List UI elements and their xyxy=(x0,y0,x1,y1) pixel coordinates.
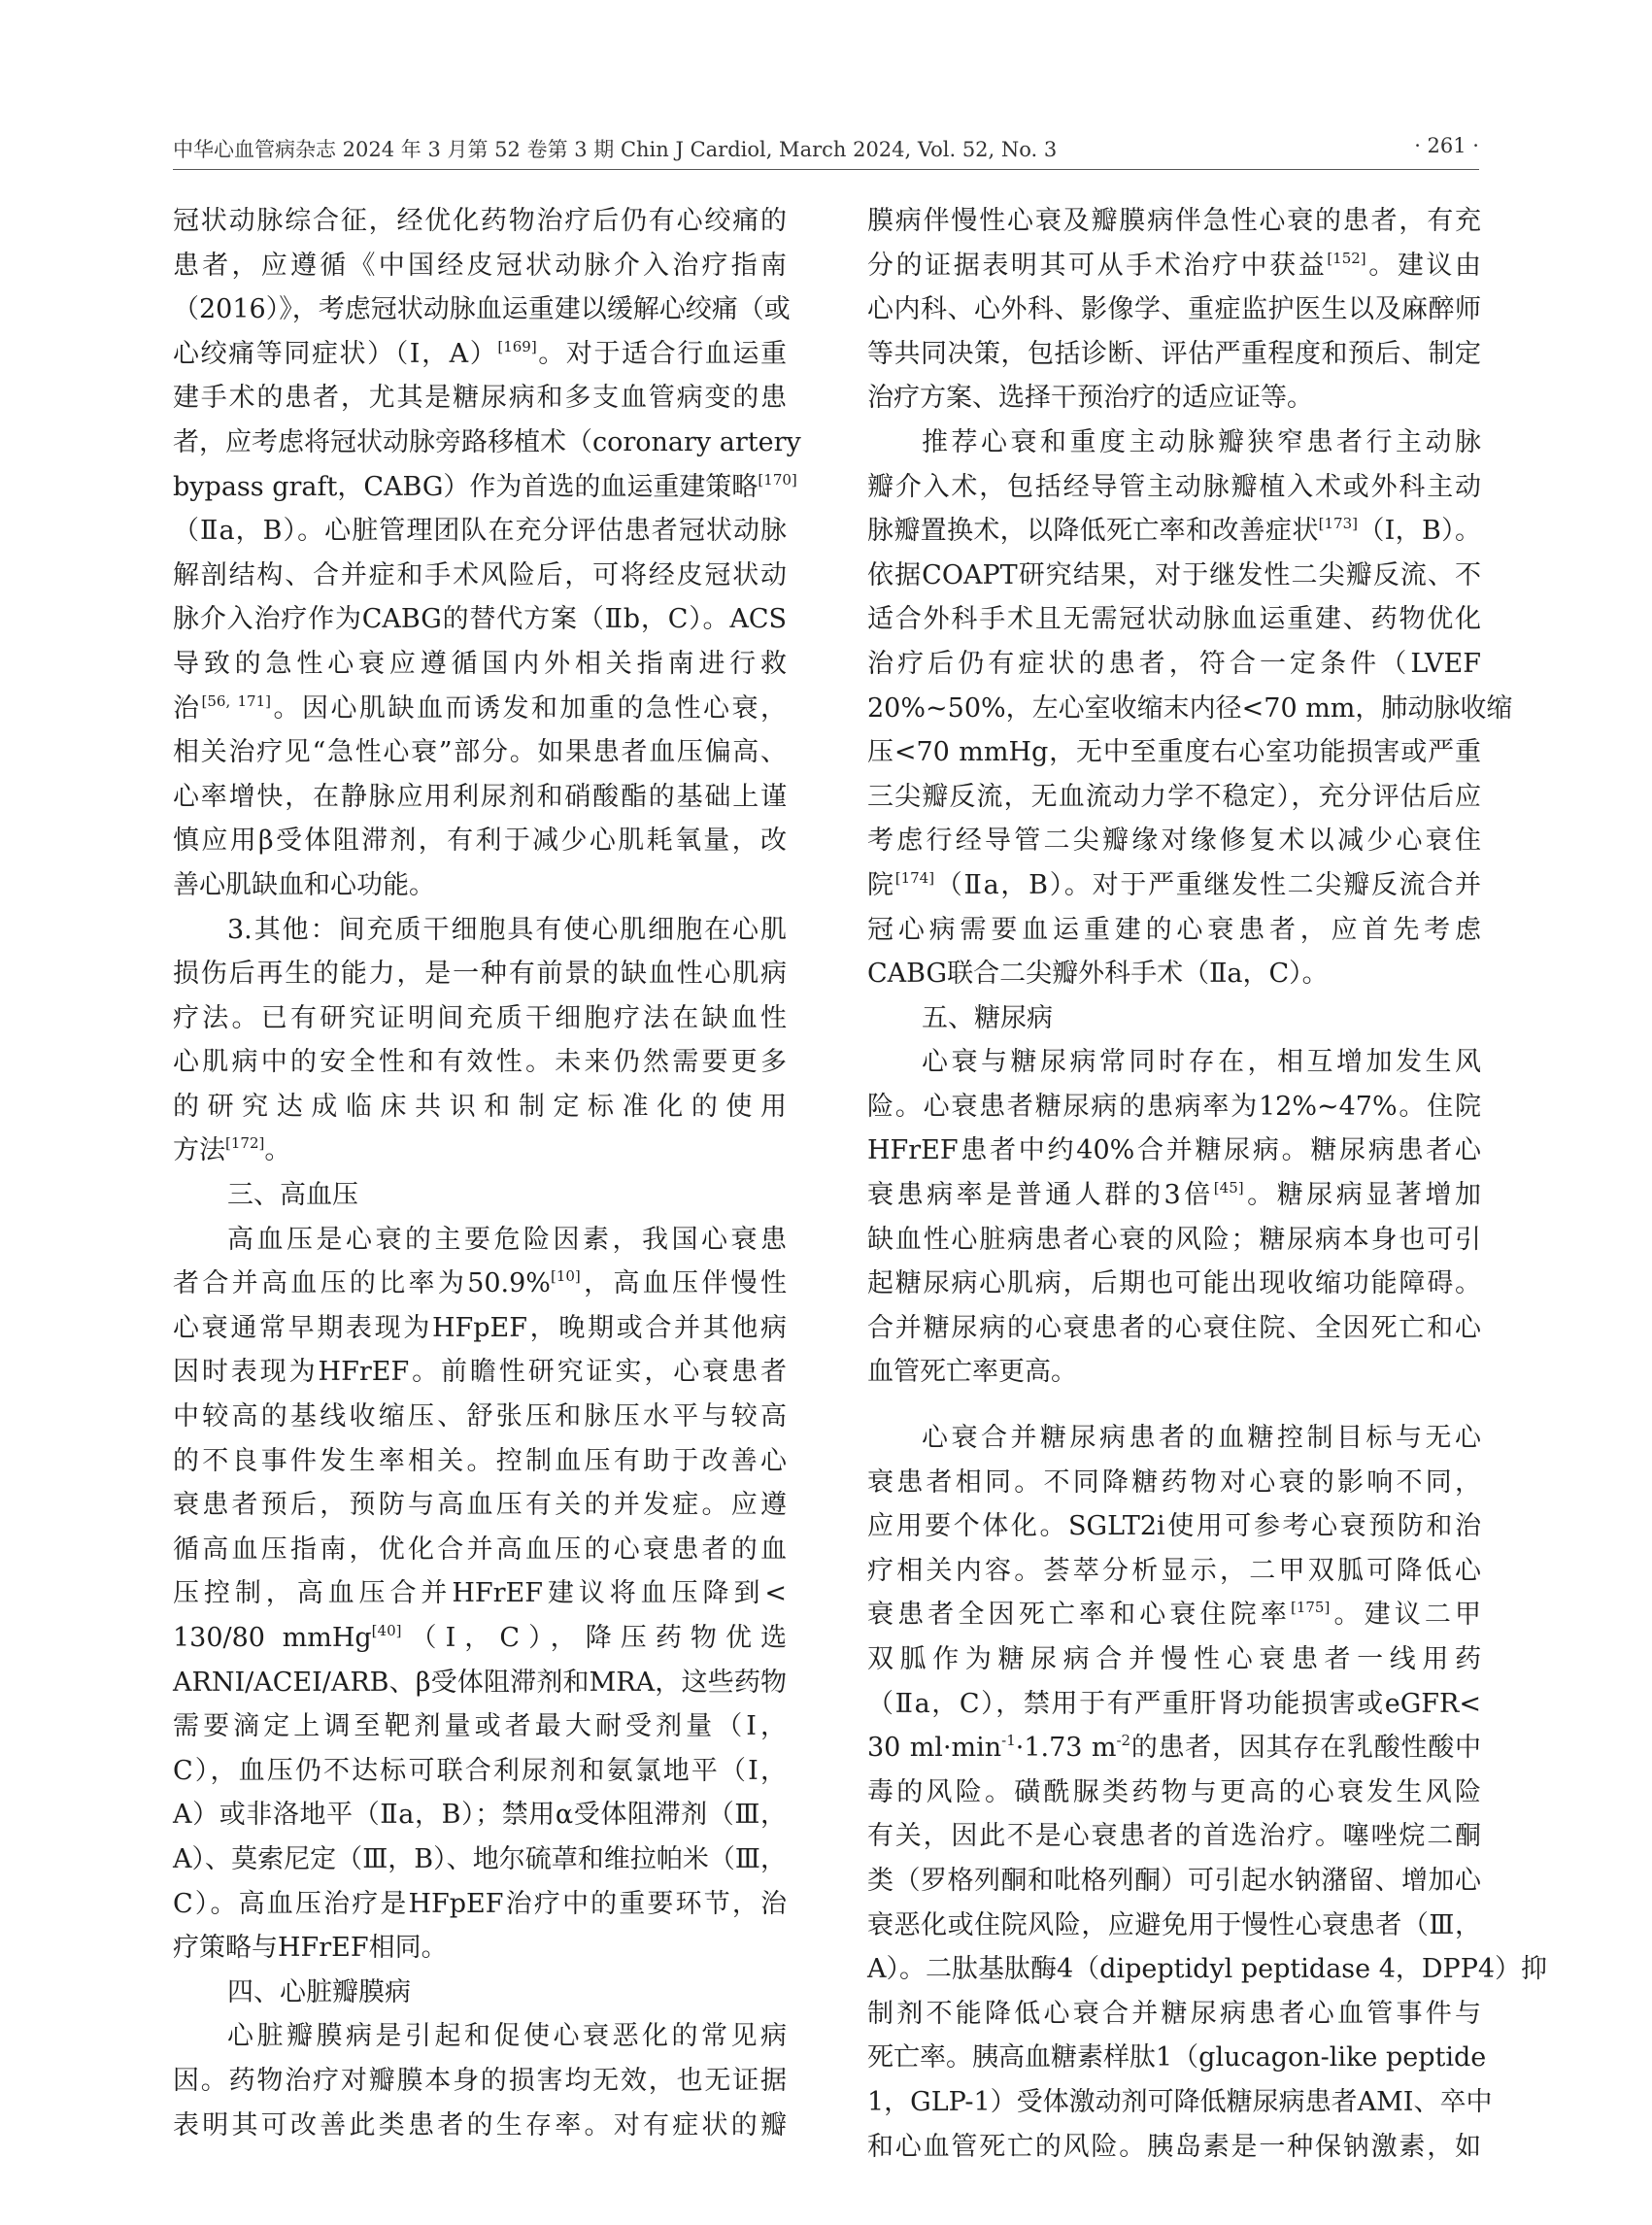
text-line xyxy=(867,1947,1548,1992)
text-line xyxy=(173,687,787,731)
line-text: 类（罗格列酮和吡格列酮）可引起水钠潴留、增加心 xyxy=(867,1865,1481,1896)
line-text: 院 xyxy=(867,869,895,900)
line-text: 的研究达成临床共识和制定标准化的使用 xyxy=(173,1091,787,1122)
line-text: ARNI/ACEI/ARB、β受体阻滞剂和MRA，这些药物 xyxy=(173,1667,787,1698)
text-line xyxy=(173,1616,787,1661)
line-text: 冠心病需要血运重建的心衰患者，应首先考虑 xyxy=(867,914,1481,945)
line-text: 心脏瓣膜病是引起和促使心衰恶化的常见病 xyxy=(227,2021,787,2052)
text-line xyxy=(867,287,1481,332)
line-text: 压控制，高血压合并HFrEF建议将血压降到< xyxy=(173,1578,787,1609)
line-text: 衰患者全因死亡率和心衰住院率 xyxy=(867,1600,1291,1631)
text-line xyxy=(867,1726,1481,1770)
text-line xyxy=(867,819,1481,863)
text-line xyxy=(173,199,787,244)
text-line xyxy=(173,2014,787,2059)
line-text: 心衰与糖尿病常同时存在，相互增加发生风 xyxy=(922,1047,1481,1078)
line-text: 心绞痛等同症状）（Ⅰ，A） xyxy=(173,338,498,369)
text-line xyxy=(173,1129,787,1173)
running-header xyxy=(173,134,1479,173)
line-text: 高血压是心衰的主要危险因素，我国心衰患 xyxy=(227,1224,787,1255)
text-line xyxy=(173,775,787,820)
citation-ref: -1 xyxy=(1001,1732,1016,1750)
text-line xyxy=(867,1859,1481,1904)
text-line xyxy=(173,1528,787,1572)
section-heading xyxy=(173,1173,787,1218)
line-text: 瓣介入术，包括经导管主动脉瓣植入术或外科主动 xyxy=(867,471,1481,502)
text-line xyxy=(173,287,791,332)
line-text: 慎应用β受体阻滞剂，有利于减少心肌耗氧量，改 xyxy=(173,826,787,857)
line-text: 起糖尿病心肌病，后期也可能出现收缩功能障碍。 xyxy=(867,1268,1481,1299)
journal-citation: 中华心血管病杂志 2024 年 3 月第 52 卷第 3 期 Chin J Cardiol, March 2024, Vol. 52, No. 3 xyxy=(173,138,1058,161)
text-line xyxy=(173,819,787,863)
citation-ref: [170] xyxy=(758,470,797,489)
text-line xyxy=(173,1483,787,1528)
line-text: 循高血压指南，优化合并高血压的心衰患者的血 xyxy=(173,1534,787,1565)
citation-ref: [173] xyxy=(1318,515,1358,533)
line-text: C）。高血压治疗是HFpEF治疗中的重要环节，治 xyxy=(173,1888,787,1919)
text-line xyxy=(173,1704,787,1749)
text-line xyxy=(173,597,787,642)
text-line xyxy=(173,1085,787,1129)
text-line xyxy=(173,554,787,598)
line-text: 。建议二甲 xyxy=(1330,1600,1482,1631)
text-line xyxy=(867,775,1481,820)
line-text: CABG联合二尖瓣外科手术（Ⅱa，C）。 xyxy=(867,959,1329,990)
line-text: 心率增快，在静脉应用利尿剂和硝酸酯的基础上谨 xyxy=(173,781,787,812)
line-text: 因时表现为HFrEF。前瞻性研究证实，心衰患者 xyxy=(173,1357,787,1388)
superscript: -2 xyxy=(1116,1732,1131,1750)
text-line xyxy=(173,2059,787,2104)
line-text: 三、高血压 xyxy=(227,1180,358,1211)
line-text: 四、心脏瓣膜病 xyxy=(227,1976,411,2007)
line-text: 者合并高血压的比率为50.9% xyxy=(173,1268,551,1299)
text-line xyxy=(173,863,787,908)
line-text: 表明其可改善此类患者的生存率。对有症状的瓣 xyxy=(173,2109,787,2141)
text-line xyxy=(867,1593,1481,1637)
right-column xyxy=(867,199,1548,2169)
text-line xyxy=(867,1306,1481,1351)
line-text: 和心血管死亡的风险。胰岛素是一种保钠激素，如 xyxy=(867,2131,1481,2162)
line-text: 考虑行经导管二尖瓣缘对缘修复术以减少心衰住 xyxy=(867,826,1481,857)
text-line xyxy=(173,1571,787,1616)
line-text: 。因心肌缺血而诱发和加重的急性心衰， xyxy=(270,692,788,724)
text-line xyxy=(867,642,1481,687)
text-line xyxy=(867,2080,1493,2125)
line-text: C），血压仍不达标可联合利尿剂和氨氯地平（Ⅰ， xyxy=(173,1755,787,1786)
text-line xyxy=(867,952,1481,996)
text-line xyxy=(867,1814,1481,1859)
line-text: 心肌病中的安全性和有效性。未来仍然需要更多 xyxy=(173,1047,787,1078)
text-line xyxy=(867,1129,1481,1173)
citation-ref: [172] xyxy=(225,1134,265,1153)
line-text: 分的证据表明其可从手术治疗中获益 xyxy=(867,250,1328,281)
line-text: 血管死亡率更高。 xyxy=(867,1357,1077,1388)
citation-ref: [152] xyxy=(1327,249,1366,267)
text-line xyxy=(867,1992,1481,2037)
text-line xyxy=(867,687,1513,731)
text-line xyxy=(173,1661,787,1705)
line-text: 者，应考虑将冠状动脉旁路移植术（coronary artery xyxy=(173,426,801,457)
line-text: ·1.73 m xyxy=(1015,1733,1117,1764)
line-text: 30 ml·min xyxy=(867,1733,1002,1764)
line-text: 的不良事件发生率相关。控制血压有助于改善心 xyxy=(173,1445,787,1476)
citation-ref: [56, 171] xyxy=(201,691,271,710)
line-text: 。糖尿病显著增加 xyxy=(1243,1180,1481,1211)
line-text: 三尖瓣反流，无血流动力学不稳定），充分评估后应 xyxy=(867,781,1481,812)
citation-ref: [10] xyxy=(550,1267,581,1286)
line-text: （2016）》，考虑冠状动脉血运重建以缓解心绞痛（或 xyxy=(173,294,791,325)
text-line xyxy=(867,1682,1481,1727)
line-text: 毒的风险。磺酰脲类药物与更高的心衰发生风险 xyxy=(867,1776,1481,1807)
text-line xyxy=(867,1461,1481,1505)
line-text: bypass graft，CABG）作为首选的血运重建策略 xyxy=(173,471,759,502)
line-text: 冠状动脉综合征，经优化药物治疗后仍有心绞痛的 xyxy=(173,206,787,236)
line-text: 有关，因此不是心衰患者的首选治疗。噻唑烷二酮 xyxy=(867,1821,1481,1852)
text-line xyxy=(867,376,1481,421)
text-line xyxy=(867,1416,1481,1461)
text-line xyxy=(173,1040,787,1085)
line-text: 适合外科手术且无需冠状动脉血运重建、药物优化 xyxy=(867,604,1481,635)
text-line xyxy=(173,642,787,687)
text-line xyxy=(173,509,787,554)
text-line xyxy=(867,908,1481,953)
line-text: 。建议由 xyxy=(1365,250,1482,281)
line-text: 衰恶化或住院风险，应避免用于慢性心衰患者（Ⅲ， xyxy=(867,1909,1481,1940)
text-line xyxy=(867,2036,1487,2080)
line-text: 等共同决策，包括诊断、评估严重程度和预后、制定 xyxy=(867,338,1481,369)
line-text: 患者，应遵循《中国经皮冠状动脉介入治疗指南 xyxy=(173,250,787,281)
line-text: 相关治疗见“急性心衰”部分。如果患者血压偏高、 xyxy=(173,737,787,768)
text-line xyxy=(173,996,787,1041)
text-line xyxy=(173,1262,787,1306)
line-text: 20%~50%，左心室收缩末内径<70 mm，肺动脉收缩 xyxy=(867,692,1513,724)
line-text: 心衰合并糖尿病患者的血糖控制目标与无心 xyxy=(922,1423,1481,1454)
line-text: 需要滴定上调至靶剂量或者最大耐受剂量（Ⅰ， xyxy=(173,1711,787,1742)
line-text: 损伤后再生的能力，是一种有前景的缺血性心肌病 xyxy=(173,959,787,990)
line-text: 心衰通常早期表现为HFpEF，晚期或合并其他病 xyxy=(173,1312,787,1343)
line-text: 脉介入治疗作为CABG的替代方案（Ⅱb，C）。ACS xyxy=(173,604,787,635)
line-text: 衰患者预后，预防与高血压有关的并发症。应遵 xyxy=(173,1490,787,1521)
line-text: 衰患者相同。不同降糖药物对心衰的影响不同， xyxy=(867,1466,1481,1498)
text-line xyxy=(173,1439,787,1484)
line-text: 疗策略与HFrEF相同。 xyxy=(173,1933,448,1964)
text-line xyxy=(867,465,1481,510)
text-line xyxy=(867,2125,1481,2170)
line-text: 疗相关内容。荟萃分析显示，二甲双胍可降低心 xyxy=(867,1555,1481,1586)
line-text: A）、莫索尼定（Ⅲ，B）、地尔硫䓬和维拉帕米（Ⅲ， xyxy=(173,1843,787,1874)
line-text: 缺血性心脏病患者心衰的风险；糖尿病本身也可引 xyxy=(867,1224,1481,1255)
text-line xyxy=(173,1350,787,1395)
text-line xyxy=(867,1085,1481,1129)
text-line xyxy=(173,465,797,510)
text-line xyxy=(867,1218,1481,1263)
text-line xyxy=(867,1173,1481,1218)
text-line xyxy=(867,1262,1481,1306)
line-text: 依据COAPT研究结果，对于继发性二尖瓣反流、不 xyxy=(867,559,1481,590)
line-text: 心内科、心外科、影像学、重症监护医生以及麻醉师 xyxy=(867,294,1481,325)
line-text: ，高血压伴慢性 xyxy=(580,1268,787,1299)
line-text: （Ⅱa，C），禁用于有严重肝肾功能损害或eGFR< xyxy=(867,1688,1481,1719)
text-line xyxy=(867,863,1481,908)
page-number: · 261 · xyxy=(1414,134,1479,157)
line-text: 推荐心衰和重度主动脉瓣狭窄患者行主动脉 xyxy=(922,426,1481,457)
citation-ref: [174] xyxy=(894,868,935,887)
section-heading xyxy=(173,1971,787,2015)
line-text: （Ⅰ，B）。 xyxy=(1358,516,1481,547)
text-line xyxy=(867,1904,1481,1948)
text-line xyxy=(173,2104,787,2148)
text-line xyxy=(173,332,787,377)
text-line xyxy=(867,1504,1481,1549)
text-line xyxy=(867,1770,1481,1815)
line-text: 脉瓣置换术，以降低死亡率和改善症状 xyxy=(867,516,1319,547)
line-text: 衰患病率是普通人群的3倍 xyxy=(867,1180,1214,1211)
line-text: 合并糖尿病的心衰患者的心衰住院、全因死亡和心 xyxy=(867,1312,1481,1343)
text-line xyxy=(173,1793,787,1837)
text-line xyxy=(867,1549,1481,1594)
line-text: 导致的急性心衰应遵循国内外相关指南进行救 xyxy=(173,648,787,679)
text-line xyxy=(867,1040,1481,1085)
text-line xyxy=(867,1350,1481,1395)
line-text: 应用要个体化。SGLT2i使用可参考心衰预防和治 xyxy=(867,1511,1481,1542)
line-text: 治 xyxy=(173,692,202,724)
line-text: 疗法。已有研究证明间充质干细胞疗法在缺血性 xyxy=(173,1002,787,1033)
text-line xyxy=(867,244,1481,288)
text-line xyxy=(173,376,787,421)
line-text: 。 xyxy=(264,1135,291,1166)
text-line xyxy=(867,332,1481,377)
text-line xyxy=(867,597,1481,642)
text-line xyxy=(173,244,787,288)
line-text: 治疗后仍有症状的患者，符合一定条件（LVEF xyxy=(867,648,1481,679)
line-text: 因。药物治疗对瓣膜本身的损害均无效，也无证据 xyxy=(173,2065,787,2096)
left-column xyxy=(173,199,801,2147)
header-rule xyxy=(173,169,1479,170)
text-line xyxy=(173,1837,787,1882)
line-text: 双胍作为糖尿病合并慢性心衰患者一线用药 xyxy=(867,1644,1481,1674)
text-line xyxy=(173,1882,787,1927)
text-line xyxy=(173,952,787,996)
citation-ref: [175] xyxy=(1290,1599,1331,1617)
line-text: 五、糖尿病 xyxy=(922,1002,1053,1033)
line-text: 方法 xyxy=(173,1135,225,1166)
line-text: 死亡率。胰高血糖素样肽1（glucagon-like peptide xyxy=(867,2042,1487,2073)
text-line xyxy=(867,730,1481,775)
text-line xyxy=(867,509,1481,554)
line-text: 。对于适合行血运重 xyxy=(536,338,787,369)
line-text: 中较高的基线收缩压、舒张压和脉压水平与较高 xyxy=(173,1401,787,1433)
text-line xyxy=(867,554,1481,598)
text-line xyxy=(173,1218,787,1263)
line-text: 的患者，因其存在乳酸性酸中 xyxy=(1130,1733,1482,1764)
line-text: 解剖结构、合并症和手术风险后，可将经皮冠状动 xyxy=(173,559,787,590)
line-text: 压<70 mmHg，无中至重度右心室功能损害或严重 xyxy=(867,737,1481,768)
text-line xyxy=(173,1306,787,1351)
text-line xyxy=(173,1395,787,1439)
line-text: （Ⅱa，B）。心脏管理团队在充分评估患者冠状动脉 xyxy=(173,516,787,547)
line-text: 膜病伴慢性心衰及瓣膜病伴急性心衰的患者，有充 xyxy=(867,206,1481,236)
line-text: 130/80 mmHg xyxy=(173,1623,372,1653)
section-heading xyxy=(867,996,1481,1041)
text-line xyxy=(173,1926,787,1971)
line-text: HFrEF患者中约40%合并糖尿病。糖尿病患者心 xyxy=(867,1135,1481,1166)
citation-ref: [169] xyxy=(497,337,537,355)
line-text: （Ⅱa，B）。对于严重继发性二尖瓣反流合并 xyxy=(934,869,1482,900)
line-text: A）或非洛地平（Ⅱa，B）；禁用α受体阻滞剂（Ⅲ， xyxy=(173,1800,787,1831)
text-line xyxy=(173,421,801,465)
text-line xyxy=(867,421,1481,465)
text-line xyxy=(173,908,787,953)
citation-ref: [40] xyxy=(371,1622,402,1639)
text-line xyxy=(173,730,787,775)
line-text: 善心肌缺血和心功能。 xyxy=(173,869,435,900)
text-line xyxy=(867,199,1481,244)
text-line xyxy=(867,1637,1481,1682)
line-text: 制剂不能降低心衰合并糖尿病患者心血管事件与 xyxy=(867,1998,1481,2029)
line-text: （Ⅰ，C），降压药物优选 xyxy=(401,1623,787,1653)
line-text: A）。二肽基肽酶4（dipeptidyl peptidase 4，DPP4）抑 xyxy=(867,1954,1548,1985)
line-text: 3.其他：间充质干细胞具有使心肌细胞在心肌 xyxy=(227,914,787,945)
line-text: 建手术的患者，尤其是糖尿病和多支血管病变的患 xyxy=(173,383,787,414)
line-text: 险。心衰患者糖尿病的患病率为12%~47%。住院 xyxy=(867,1091,1481,1122)
text-line xyxy=(173,1749,787,1794)
citation-ref: [45] xyxy=(1213,1179,1244,1197)
line-text: 治疗方案、选择干预治疗的适应证等。 xyxy=(867,383,1313,414)
line-text: 1，GLP-1）受体激动剂可降低糖尿病患者AMI、卒中 xyxy=(867,2086,1493,2117)
